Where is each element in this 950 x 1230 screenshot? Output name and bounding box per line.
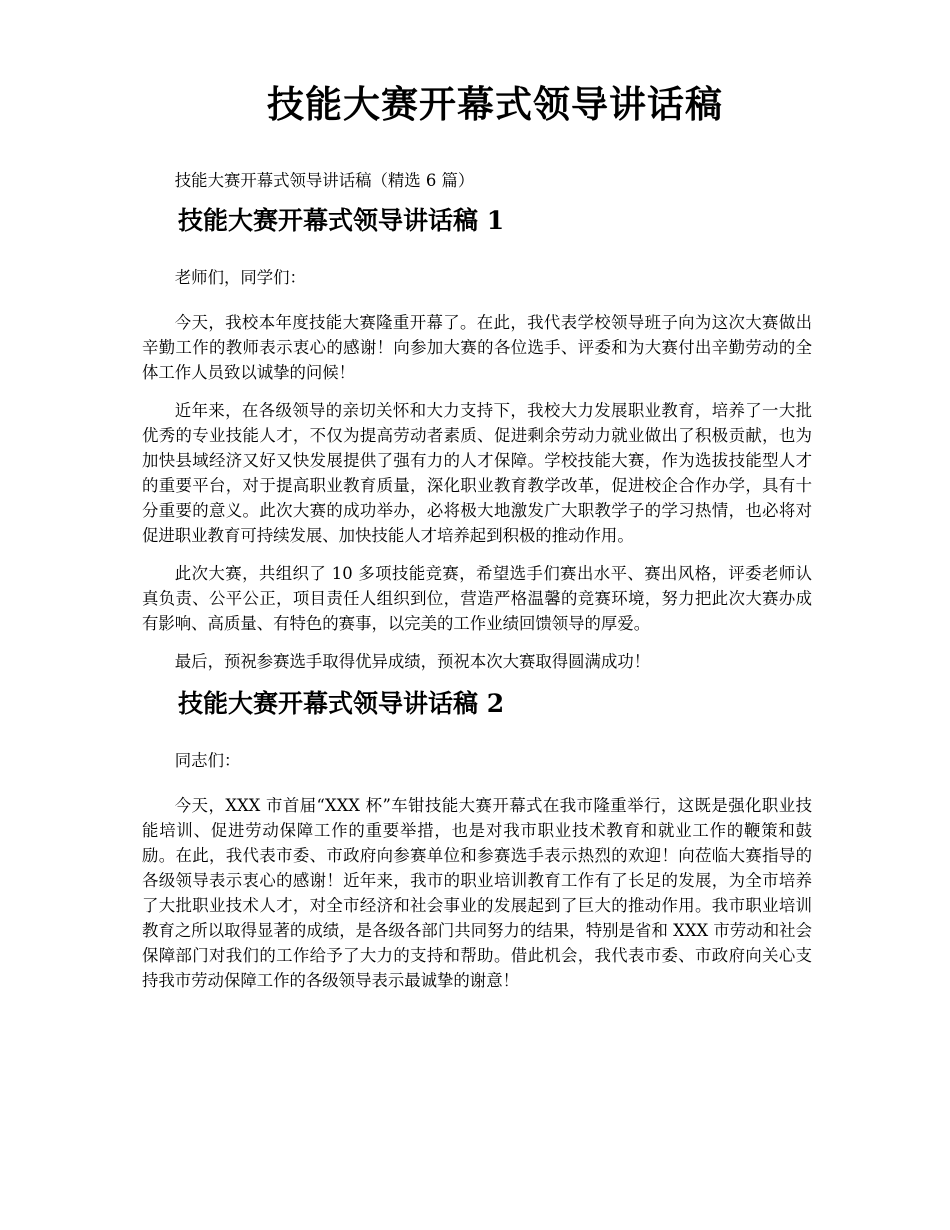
section-greeting: 同志们：	[174, 751, 241, 770]
section-heading: 技能大赛开幕式领导讲话稿 1	[178, 206, 505, 235]
speech-section-2	[142, 686, 812, 993]
paragraph: 今天，XXX 市首届“XXX 杯”车钳技能大赛开幕式在我市隆重举行，这既是强化职业技能培训、促进劳动保障工作的重要举措，也是对我市职业技术教育和就业工作的鞭策和鼓励。在此，我代表市委、市政府向参赛单位和参赛选手表示热烈的欢迎！向莅临大赛指导的各级领导表示衷心的感谢！近年来，我市的职业培训教育工作有了长足的发展，为全市培养了大批职业技术人才，对全市经济和社会事业的发展起到了巨大的推动作用。我市职业培训教育之所以取得显著的成绩，是各级各部门共同努力的结果，特别是省和 XXX 市劳动和社会保障部门对我们的工作给予了大力的支持和帮助。借此机会，我代表市委、市政府向关心支持我市劳动保障工作的各级领导表示最诚挚的谢意！	[142, 796, 812, 990]
document-body	[142, 168, 812, 1006]
section-greeting: 老师们，同学们：	[174, 268, 306, 287]
paragraph: 此次大赛，共组织了 10 多项技能竞赛，希望选手们赛出水平、赛出风格，评委老师认真负责、公平公正，项目责任人组织到位，营造严格温馨的竞赛环境，努力把此次大赛办成有影响、高质量、有特色的赛事，以完美的工作业绩回馈领导的厚爱。	[142, 564, 812, 633]
speech-section-1	[142, 203, 812, 674]
section-heading: 技能大赛开幕式领导讲话稿 2	[178, 689, 505, 718]
paragraph: 最后，预祝参赛选手取得优异成绩，预祝本次大赛取得圆满成功！	[174, 652, 651, 671]
paragraph: 今天，我校本年度技能大赛隆重开幕了。在此，我代表学校领导班子向为这次大赛做出辛勤工作的教师表示衷心的感谢！向参加大赛的各位选手、评委和为大赛付出辛勤劳动的全体工作人员致以诚挚的问候！	[142, 313, 812, 382]
paragraph: 近年来，在各级领导的亲切关怀和大力支持下，我校大力发展职业教育，培养了一大批优秀的专业技能人才，不仅为提高劳动者素质、促进剩余劳动力就业做出了积极贡献，也为加快县域经济又好又快发展提供了强有力的人才保障。学校技能大赛，作为选拔技能型人才的重要平台，对于提高职业教育质量，深化职业教育教学改革，促进校企合作办学，具有十分重要的意义。此次大赛的成功举办，必将极大地激发广大职教学子的学习热情，也必将对促进职业教育可持续发展、加快技能人才培养起到积极的推动作用。	[142, 401, 812, 545]
document-subtitle: 技能大赛开幕式领导讲话稿（精选 6 篇）	[174, 171, 475, 190]
document-title: 技能大赛开幕式领导讲话稿	[267, 82, 723, 126]
